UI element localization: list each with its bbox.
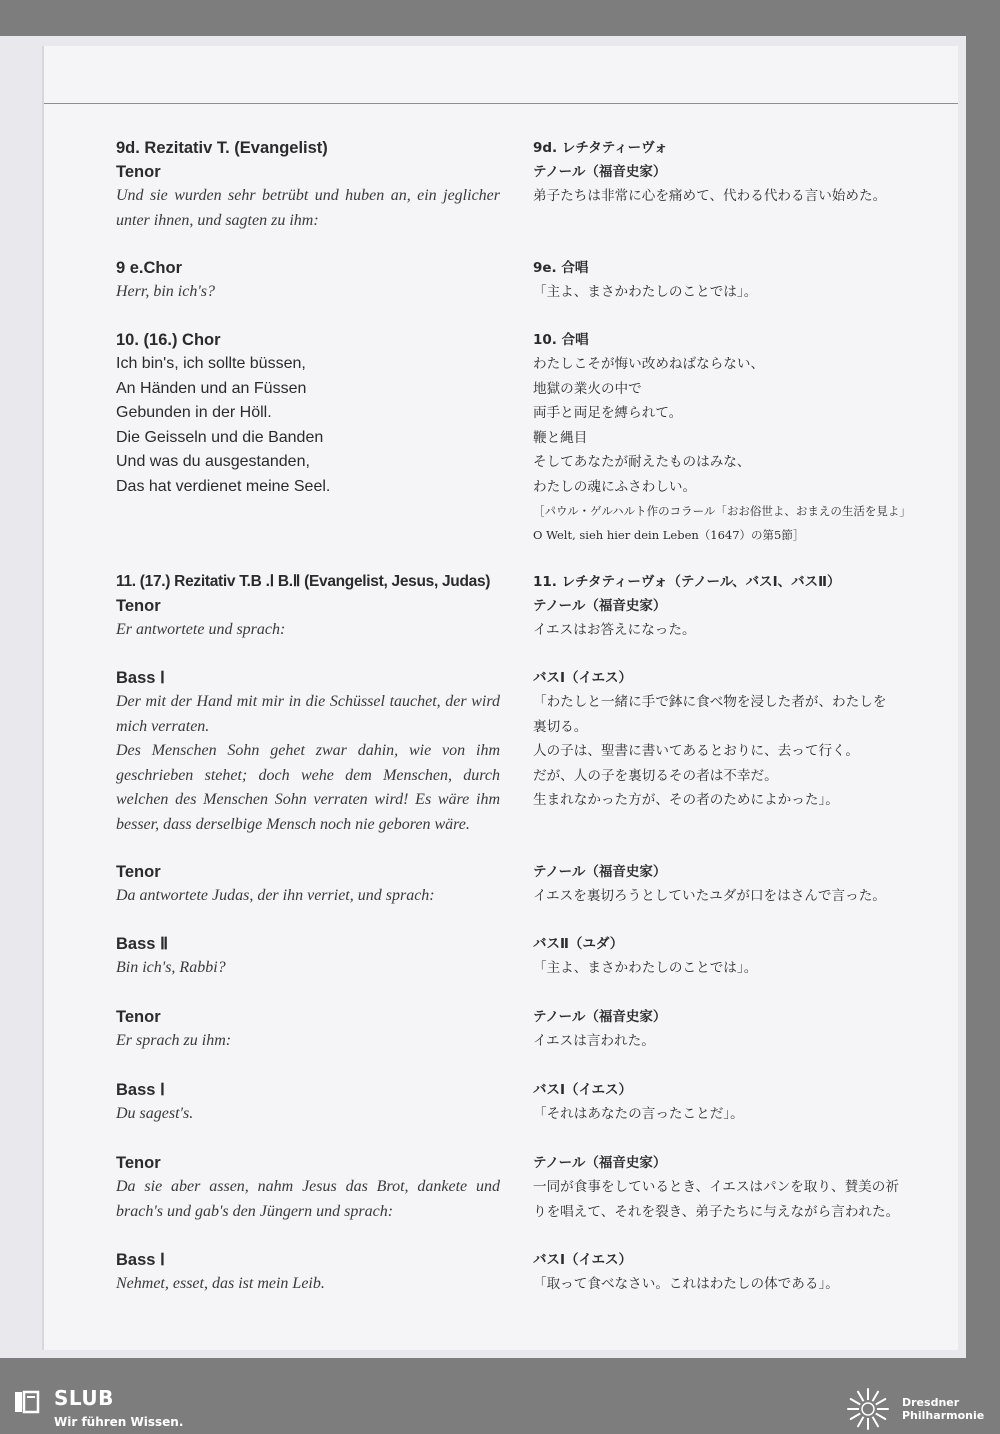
section-tenor-c-ja [533,1005,913,1054]
slub-tagline: Wir führen Wissen. [54,1415,184,1429]
voice-label: テノール（福音史家） [533,864,667,880]
section-heading: 10. 合唱 [533,332,589,348]
lyrics-text: 「取って食べなさい。これはわたしの体である」。 [533,1276,839,1292]
section-bass1-c-ja [533,1248,913,1297]
lyrics-text: Er sprach zu ihm: [116,1032,232,1049]
lyrics-text: Da antwortete Judas, der ihn verriet, und sprach: [116,887,435,904]
section-bass2-ja [533,932,913,981]
section-11-de [116,570,500,643]
section-9d-ja [533,136,913,209]
voice-label: バスⅡ（ユダ） [533,936,624,952]
section-heading: 9d. レチタティーヴォ [533,140,668,156]
voice-label: テノール（福音史家） [533,1155,667,1171]
lyrics-text: 一同が食事をしているとき、イエスはパンを取り、賛美の祈 りを唱えて、それを裂き、弟子たちに与えながら言われた。 [533,1179,900,1220]
section-9d-de [116,136,500,233]
chorale-text: わたしこそが悔い改めねばならない、 地獄の業火の中で 両手と両足を縛られて。 鞭と縄目 そしてあなたが耐えたものはみな、 わたしの魂にふさわしい。 [533,356,765,495]
lyrics-text: Bin ich's, Rabbi? [116,959,226,976]
voice-label: Bass Ⅰ [116,1251,165,1269]
lyrics-text: イエスを裏切ろうとしていたユダが口をはさんで言った。 [533,888,886,904]
chorale-text: Ich bin's, ich sollte büssen, An Händen und an Füssen Gebunden in der Höll. Die Geisseln und die Banden Und was du ausgestanden, Das hat verdienet meine Seel. [116,355,331,495]
voice-label: バスⅠ（イエス） [533,1082,632,1098]
voice-label: テノール（福音史家） [533,598,667,614]
section-bass1-a-de [116,666,500,837]
voice-label: Bass Ⅰ [116,669,165,687]
section-heading: 11. (17.) Rezitativ T.B .Ⅰ B.Ⅱ (Evangelist, Jesus, Judas) [116,573,491,590]
lyrics-text: 弟子たちは非常に心を痛めて、代わる代わる言い始めた。 [533,188,887,204]
voice-label: Tenor [116,1008,161,1026]
lyrics-text: Nehmet, esset, das ist mein Leib. [116,1275,325,1292]
section-tenor-b-de [116,860,500,909]
section-tenor-b-ja [533,860,913,909]
lyrics-text: イエスはお答えになった。 [533,622,696,638]
voice-label: Tenor [116,1154,161,1172]
lyrics-text: Des Menschen Sohn gehet zwar dahin, wie von ihm geschrieben stehet; doch wehe dem Menschen, durch welchen des Menschen Sohn verraten wird! Es wäre ihm besser, dass derselbige Mensch noch nie geboren wäre. [116,742,500,833]
slub-book-icon [14,1390,40,1414]
voice-label: バスⅠ（イエス） [533,670,632,686]
lyrics-text: 「主よ、まさかわたしのことでは」。 [533,960,758,976]
lyrics-text: Er antwortete und sprach: [116,621,286,638]
lyrics-text: 「それはあなたの言ったことだ」。 [533,1106,744,1122]
header-rule [44,103,958,104]
lyrics-text: Du sagest's. [116,1105,194,1122]
section-bass1-b-ja [533,1078,913,1127]
voice-label: Bass Ⅱ [116,935,169,953]
section-heading: 9 e.Chor [116,259,183,277]
section-bass1-b-de [116,1078,500,1127]
section-bass1-a-ja [533,666,913,813]
section-9e-ja [533,256,913,305]
section-heading: 11. レチタティーヴォ（テノール、バスⅠ、バスⅡ） [533,574,841,590]
section-bass2-de [116,932,500,981]
section-heading: 9e. 合唱 [533,260,589,276]
section-10-de [116,328,500,499]
voice-label: Tenor [116,863,161,881]
lyrics-text: イエスは言われた。 [533,1033,655,1049]
section-9e-de [116,256,500,305]
section-11-ja [533,570,913,643]
lyrics-text: 「わたしと一緒に手で鉢に食べ物を浸した者が、わたしを 裏切る。 人の子は、聖書に書いてあるとおりに、去って行く。 だが、人の子を裏切るその者は不幸だ。 生まれなかった方が、その者のためによかった」。 [533,694,887,808]
source-note: ［パウル・ゲルハルト作のコラール「おお俗世よ、おまえの生活を見よ」 O Welt, sieh hier dein Leben（1647）の第5節］ [533,504,911,542]
lyrics-text: Herr, bin ich's? [116,283,215,300]
lyrics-text: Da sie aber assen, nahm Jesus das Brot, dankete und brach's und gab's den Jüngern und sprach: [116,1178,500,1220]
voice-label: Tenor [116,163,161,181]
philharmonie-logo-text: Dresdner Philharmonie [902,1396,985,1422]
section-tenor-c-de [116,1005,500,1054]
section-heading: 9d. Rezitativ T. (Evangelist) [116,139,328,157]
lyrics-text: 「主よ、まさかわたしのことでは」。 [533,284,758,300]
lyrics-text: Und sie wurden sehr betrübt und huben an, ein jeglicher unter ihnen, und sagten zu ihm: [116,187,500,229]
voice-label: Bass Ⅰ [116,1081,165,1099]
voice-label: Tenor [116,597,161,615]
voice-label: テノール（福音史家） [533,164,667,180]
section-heading: 10. (16.) Chor [116,331,221,349]
lyrics-text: Der mit der Hand mit mir in die Schüssel tauchet, der wird mich verraten. [116,693,500,735]
voice-label: バスⅠ（イエス） [533,1252,632,1268]
voice-label: テノール（福音史家） [533,1009,667,1025]
section-tenor-d-de [116,1151,500,1224]
section-10-ja [533,328,913,547]
section-tenor-d-ja [533,1151,913,1224]
section-bass1-c-de [116,1248,500,1297]
slub-logo-text: SLUB [54,1386,114,1410]
philharmonie-sunburst-icon [840,1386,896,1432]
